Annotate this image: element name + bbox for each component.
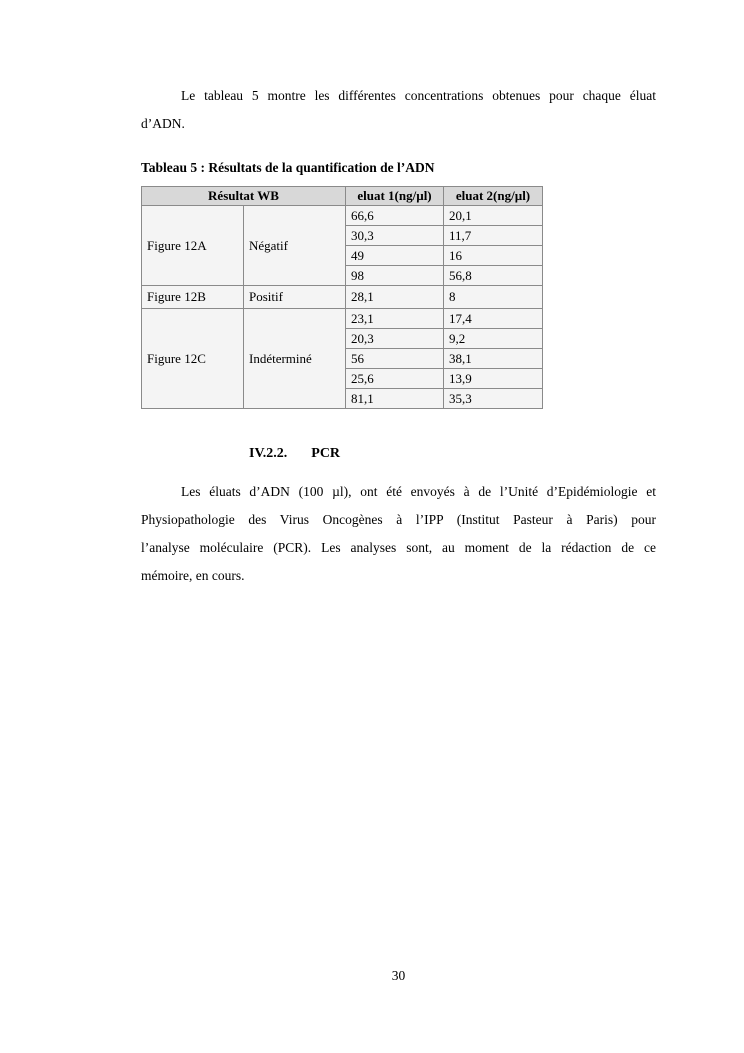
value-cell: 23,1 <box>346 309 444 329</box>
figure-cell: Figure 12A <box>142 206 244 286</box>
table-row <box>142 206 543 226</box>
paragraph-line: d’ADN. <box>141 116 185 131</box>
value-cell: 9,2 <box>444 329 543 349</box>
section-heading <box>141 446 656 462</box>
header-eluat-1: eluat 1(ng/µl) <box>346 187 444 206</box>
value-cell: 81,1 <box>346 389 444 409</box>
page-number: 30 <box>391 968 406 983</box>
result-cell: Positif <box>244 286 346 309</box>
value-cell: 38,1 <box>444 349 543 369</box>
value-cell: 56,8 <box>444 266 543 286</box>
value-cell: 25,6 <box>346 369 444 389</box>
table-header-row <box>142 187 543 206</box>
header-eluat-2: eluat 2(ng/µl) <box>444 187 543 206</box>
paragraph-line: Physiopathologie des Virus Oncogènes à l’IPP (Institut Pasteur à Paris) pour <box>141 512 656 527</box>
pcr-paragraph <box>141 478 656 590</box>
figure-cell: Figure 12C <box>142 309 244 409</box>
value-cell: 17,4 <box>444 309 543 329</box>
value-cell: 13,9 <box>444 369 543 389</box>
table-row <box>142 286 543 309</box>
result-cell: Négatif <box>244 206 346 286</box>
value-cell: 30,3 <box>346 226 444 246</box>
paragraph-line: Le tableau 5 montre les différentes concentrations obtenues pour chaque éluat <box>181 88 656 103</box>
paragraph-line: mémoire, en cours. <box>141 568 245 583</box>
intro-paragraph <box>141 82 656 138</box>
value-cell: 16 <box>444 246 543 266</box>
value-cell: 66,6 <box>346 206 444 226</box>
paragraph-line: Les éluats d’ADN (100 µl), ont été envoyés à de l’Unité d’Epidémiologie et <box>181 484 656 499</box>
table-caption: Tableau 5 : Résultats de la quantification de l’ADN <box>141 160 435 175</box>
header-resultat-wb: Résultat WB <box>142 187 346 206</box>
value-cell: 20,1 <box>444 206 543 226</box>
section-number: IV.2.2. <box>249 446 288 461</box>
table-row <box>142 309 543 329</box>
value-cell: 98 <box>346 266 444 286</box>
value-cell: 49 <box>346 246 444 266</box>
result-cell: Indéterminé <box>244 309 346 409</box>
value-cell: 11,7 <box>444 226 543 246</box>
paragraph-line: l’analyse moléculaire (PCR). Les analyses sont, au moment de la rédaction de ce <box>141 540 656 555</box>
section-title: PCR <box>311 446 341 461</box>
value-cell: 8 <box>444 286 543 309</box>
figure-cell: Figure 12B <box>142 286 244 309</box>
value-cell: 35,3 <box>444 389 543 409</box>
value-cell: 56 <box>346 349 444 369</box>
value-cell: 20,3 <box>346 329 444 349</box>
value-cell: 28,1 <box>346 286 444 309</box>
quantification-table <box>141 186 543 409</box>
